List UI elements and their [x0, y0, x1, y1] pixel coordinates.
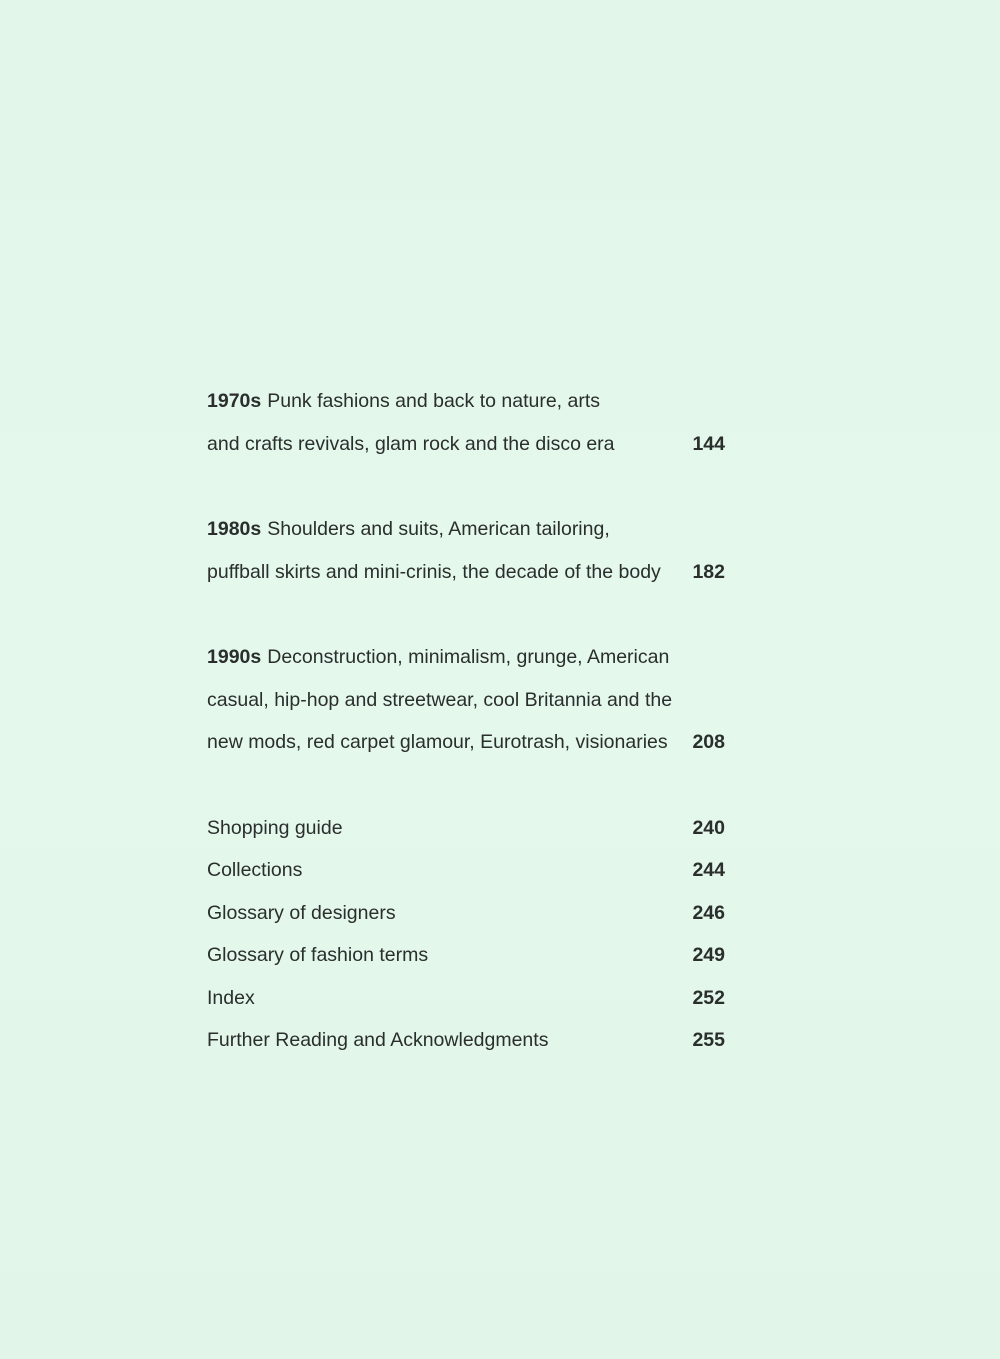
toc-entry-description: new mods, red carpet glamour, Eurotrash, visionaries [207, 731, 668, 753]
page-number: 249 [692, 944, 725, 966]
toc-entry-line [207, 508, 725, 551]
decade-year: 1990s [207, 646, 262, 668]
toc-entry-description: Deconstruction, minimalism, grunge, American [267, 646, 670, 668]
toc-entry-collections [207, 849, 725, 892]
toc-entry-1970s [207, 380, 725, 465]
toc-entry-glossary-designers [207, 892, 725, 935]
toc-entry-line [207, 679, 725, 722]
toc-entry-1990s [207, 636, 725, 764]
toc-entry-1980s [207, 508, 725, 593]
toc-entry-label: Glossary of fashion terms [207, 944, 429, 966]
table-of-contents [207, 380, 725, 1062]
toc-entry-line [207, 380, 725, 423]
toc-entry-label: Glossary of designers [207, 901, 396, 924]
toc-entry-description: Shoulders and suits, American tailoring, [267, 518, 610, 540]
toc-entry-label: Index [207, 986, 255, 1009]
toc-entry-line [207, 551, 725, 594]
toc-entry-glossary-fashion-terms [207, 934, 725, 977]
decade-year: 1980s [207, 518, 262, 540]
toc-entry-line [207, 721, 725, 764]
toc-entry-text [207, 508, 610, 551]
page-number: 240 [692, 816, 725, 839]
page-number: 255 [692, 1029, 725, 1051]
toc-entry-description: Punk fashions and back to nature, arts [267, 390, 601, 412]
toc-entry-line [207, 636, 725, 679]
toc-entry-description: puffball skirts and mini-crinis, the decade of the body [207, 560, 661, 583]
toc-entry-line [207, 423, 725, 466]
page-number: 252 [692, 986, 725, 1009]
decade-year: 1970s [207, 390, 262, 412]
toc-entry-shopping-guide [207, 807, 725, 850]
page-number: 246 [692, 901, 725, 924]
page-number: 144 [692, 432, 725, 455]
toc-entry-text [207, 380, 600, 423]
toc-entry-index [207, 977, 725, 1020]
back-matter-list [207, 807, 725, 1062]
page-number: 208 [692, 731, 725, 753]
toc-entry-label: Collections [207, 859, 303, 881]
toc-entry-description: casual, hip-hop and streetwear, cool Britannia and the [207, 688, 673, 711]
toc-entry-label: Shopping guide [207, 816, 343, 839]
page-number: 244 [692, 859, 725, 881]
page-number: 182 [692, 560, 725, 583]
toc-entry-label: Further Reading and Acknowledgments [207, 1029, 549, 1051]
toc-entry-description: and crafts revivals, glam rock and the disco era [207, 432, 615, 455]
toc-entry-further-reading [207, 1019, 725, 1062]
toc-entry-text [207, 636, 669, 679]
